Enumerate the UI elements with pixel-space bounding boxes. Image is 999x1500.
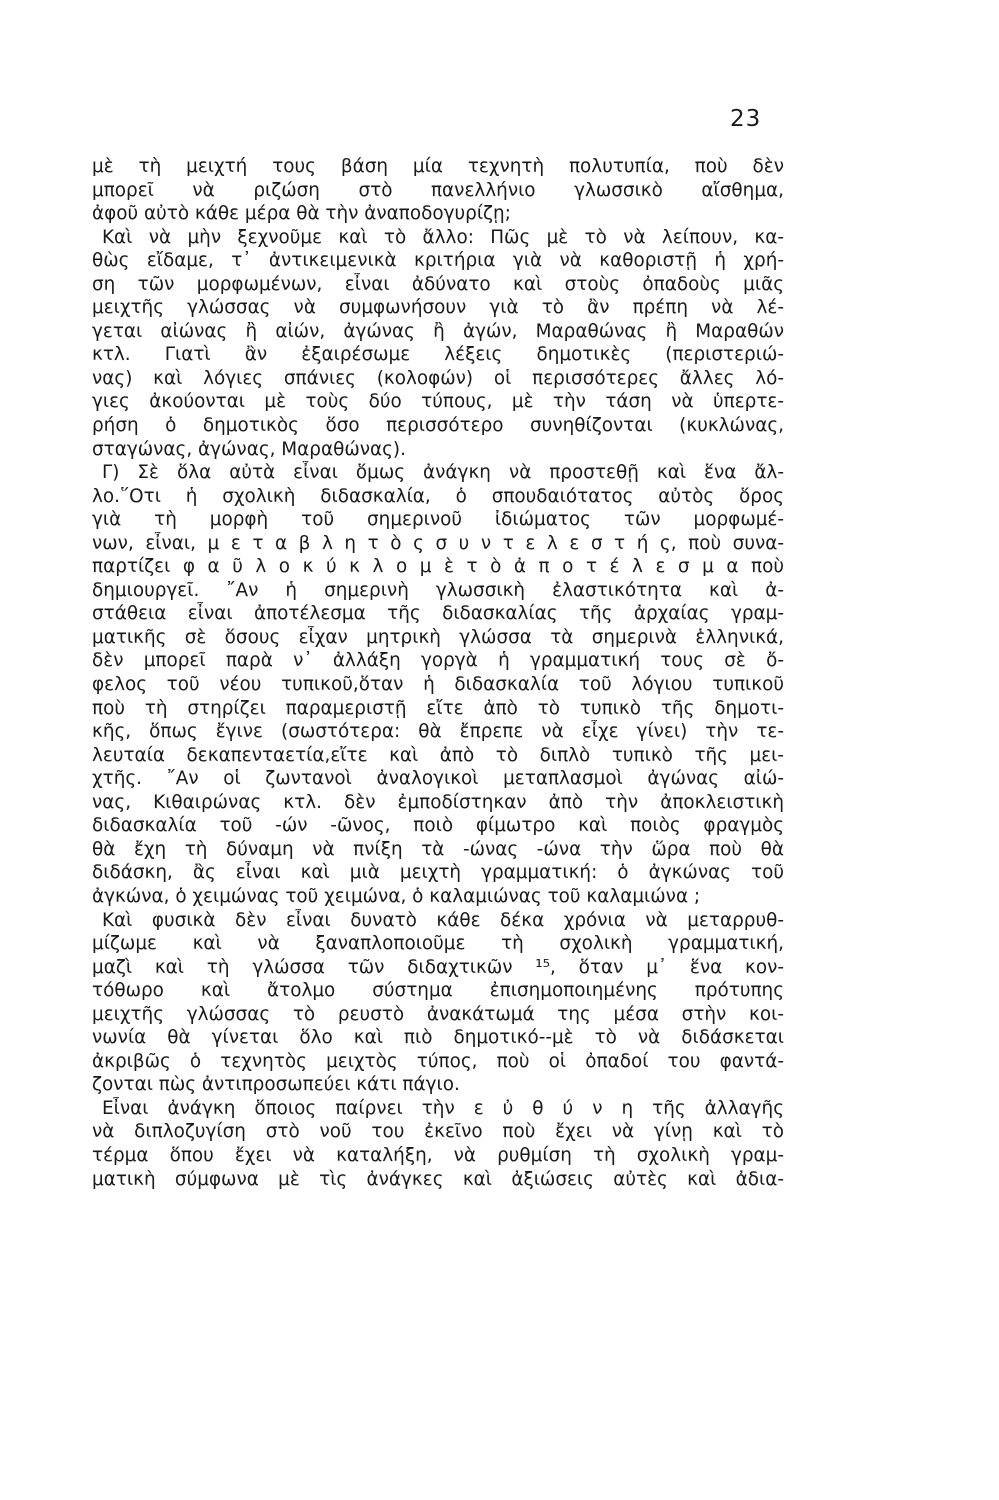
- text-line: σταγώνας, ἀγώνας, Μαραθώνας).: [92, 438, 406, 460]
- text-line: νας) καὶ λόγιες σπάνιες (κολοφών) οἱ περισσότερες ἄλλες λό-: [92, 367, 784, 389]
- page-number: 23: [730, 106, 762, 132]
- text-line: γιὰ τὴ μορφὴ τοῦ σημερινοῦ ἰδιώματος τῶν μορφωμέ-: [92, 509, 784, 531]
- text-line: ση τῶν μορφωμένων, εἶναι ἀδύνατο καὶ στοὺς ὀπαδοὺς μιᾶς: [92, 273, 784, 295]
- text-line: τόθωρο καὶ ἄτολμο σύστημα ἐπισημοποιημένης πρότυπης: [92, 980, 784, 1002]
- text-line: νας, Κιθαιρώνας κτλ. δὲν ἐμποδίστηκαν ἀπὸ τὴν ἀποκλειστικὴ: [92, 791, 784, 813]
- text-line: μίζωμε καὶ νὰ ξαναπλοποιοῦμε τὴ σχολικὴ γραμματική,: [92, 933, 784, 955]
- text-line: χτῆς. ῎Αν οἱ ζωντανοὶ ἀναλογικοὶ μεταπλασμοὶ ἀγώνας αἰώ-: [92, 768, 784, 790]
- text-line: στάθεια εἶναι ἀποτέλεσμα τῆς διδασκαλίας τῆς ἀρχαίας γραμ-: [92, 603, 784, 625]
- text-line: Καὶ νὰ μὴν ξεχνοῦμε καὶ τὸ ἄλλο: Πῶς μὲ τὸ νὰ λείπουν, κα-: [102, 226, 784, 248]
- body-text: [92, 155, 784, 1191]
- text-line: μπορεῖ νὰ ριζώση στὸ πανελλήνιο γλωσσικὸ αἴσθημα,: [92, 179, 784, 201]
- text-line: φελος τοῦ νέου τυπικοῦ,ὅταν ἡ διδασκαλία τοῦ λόγιου τυπικοῦ: [92, 674, 784, 696]
- text-line: ἀφοῦ αὐτὸ κάθε μέρα θὰ τὴν ἀναποδογυρίζῃ;: [92, 203, 511, 225]
- text-line: γιες ἀκούονται μὲ τοὺς δύο τύπους, μὲ τὴν τάση νὰ ὑπερτε-: [92, 391, 784, 413]
- text-line: δημιουργεῖ. ῎Αν ἡ σημερινὴ γλωσσικὴ ἐλαστικότητα καὶ ἀ-: [92, 579, 784, 601]
- text-line: νων, εἶναι, μ ε τ α β λ η τ ὸ ς σ υ ν τ ε λ ε σ τ ή ς, ποὺ συνα-: [92, 532, 784, 554]
- text-line: ρήση ὁ δημοτικὸς ὅσο περισσότερο συνηθίζονται (κυκλώνας,: [92, 415, 784, 437]
- text-line: γεται αἰώνας ἢ αἰών, ἀγώνας ἢ ἀγών, Μαραθώνας ἢ Μαραθών: [92, 320, 784, 342]
- text-line: διδάσκη, ἂς εἶναι καὶ μιὰ μειχτὴ γραμματική: ὁ ἀγκώνας τοῦ: [92, 862, 784, 884]
- text-line: κτλ. Γιατὶ ἂν ἐξαιρέσωμε λέξεις δημοτικὲς (περιστεριώ-: [92, 344, 784, 366]
- text-line: παρτίζει φ α ῦ λ ο κ ύ κ λ ο μ ὲ τ ὸ ἀ π ο τ έ λ ε σ μ α ποὺ: [92, 556, 784, 578]
- text-line: Γ) Σὲ ὅλα αὐτὰ εἶναι ὅμως ἀνάγκη νὰ προστεθῇ καὶ ἕνα ἄλ-: [102, 462, 784, 484]
- text-line: ἀκριβῶς ὁ τεχνητὸς μειχτὸς τύπος, ποὺ οἱ ὀπαδοί του φαντά-: [92, 1050, 784, 1072]
- text-line: κῆς, ὅπως ἔγινε (σωστότερα: θὰ ἔπρεπε νὰ εἶχε γίνει) τὴν τε-: [92, 721, 784, 743]
- text-line: μαζὶ καὶ τὴ γλώσσα τῶν διδαχτικῶν ¹⁵, ὅταν μ᾿ ἕνα κον-: [92, 956, 784, 978]
- text-line: θὰ ἔχη τὴ δύναμη νὰ πνίξη τὰ -ώνας -ώνα τὴν ὥρα ποὺ θὰ: [92, 838, 784, 860]
- text-line: μειχτῆς γλώσσας νὰ συμφωνήσουν γιὰ τὸ ἂν πρέπη νὰ λέ-: [92, 297, 784, 319]
- text-line: Καὶ φυσικὰ δὲν εἶναι δυνατὸ κάθε δέκα χρόνια νὰ μεταρρυθ-: [102, 909, 784, 931]
- text-line: ποὺ τὴ στηρίζει παραμεριστῇ εἴτε ἀπὸ τὸ τυπικὸ τῆς δημοτι-: [92, 697, 784, 719]
- text-line: διδασκαλία τοῦ -ών -ῶνος, ποιὸ φίμωτρο καὶ ποιὸς φραγμὸς: [92, 815, 784, 837]
- text-line: τέρμα ὅπου ἔχει νὰ καταλήξη, νὰ ρυθμίση τὴ σχολικὴ γραμ-: [92, 1144, 784, 1166]
- text-line: νωνία θὰ γίνεται ὅλο καὶ πιὸ δημοτικό--μὲ τὸ νὰ διδάσκεται: [92, 1027, 784, 1049]
- text-line: ματικὴ σύμφωνα μὲ τὶς ἀνάγκες καὶ ἀξιώσεις αὐτὲς καὶ ἀδια-: [92, 1168, 784, 1190]
- text-line: ζονται πὼς ἀντιπροσωπεύει κάτι πάγιο.: [92, 1074, 460, 1096]
- text-line: λευταία δεκαπενταετία,εἴτε καὶ ἀπὸ τὸ διπλὸ τυπικὸ τῆς μει-: [92, 744, 784, 766]
- text-line: δὲν μπορεῖ παρὰ ν᾿ ἀλλάξη γοργὰ ἡ γραμματική τους σὲ ὄ-: [92, 650, 784, 672]
- text-line: λο.῞Οτι ἡ σχολικὴ διδασκαλία, ὁ σπουδαιότατος αὐτὸς ὅρος: [92, 485, 784, 507]
- text-line: μειχτῆς γλώσσας τὸ ρευστὸ ἀνακάτωμά της μέσα στὴν κοι-: [92, 1003, 784, 1025]
- text-line: θὼς εἴδαμε, τ᾿ ἀντικειμενικὰ κριτήρια γιὰ νὰ καθοριστῇ ἡ χρή-: [92, 250, 784, 272]
- text-line: νὰ διπλοζυγίση στὸ νοῦ του ἐκεῖνο ποὺ ἔχει νὰ γίνῃ καὶ τὸ: [92, 1121, 784, 1143]
- text-line: μὲ τὴ μειχτή τους βάση μία τεχνητὴ πολυτυπία, ποὺ δὲν: [92, 156, 784, 177]
- text-line: Εἶναι ἀνάγκη ὅποιος παίρνει τὴν ε ὐ θ ύ ν η τῆς ἀλλαγῆς: [102, 1097, 784, 1119]
- text-line: ἀγκώνα, ὁ χειμώνας τοῦ χειμώνα, ὁ καλαμιώνας τοῦ καλαμιώνα ;: [92, 885, 701, 907]
- text-line: ματικῆς σὲ ὅσους εἶχαν μητρικὴ γλώσσα τὰ σημερινὰ ἑλληνικά,: [92, 626, 784, 648]
